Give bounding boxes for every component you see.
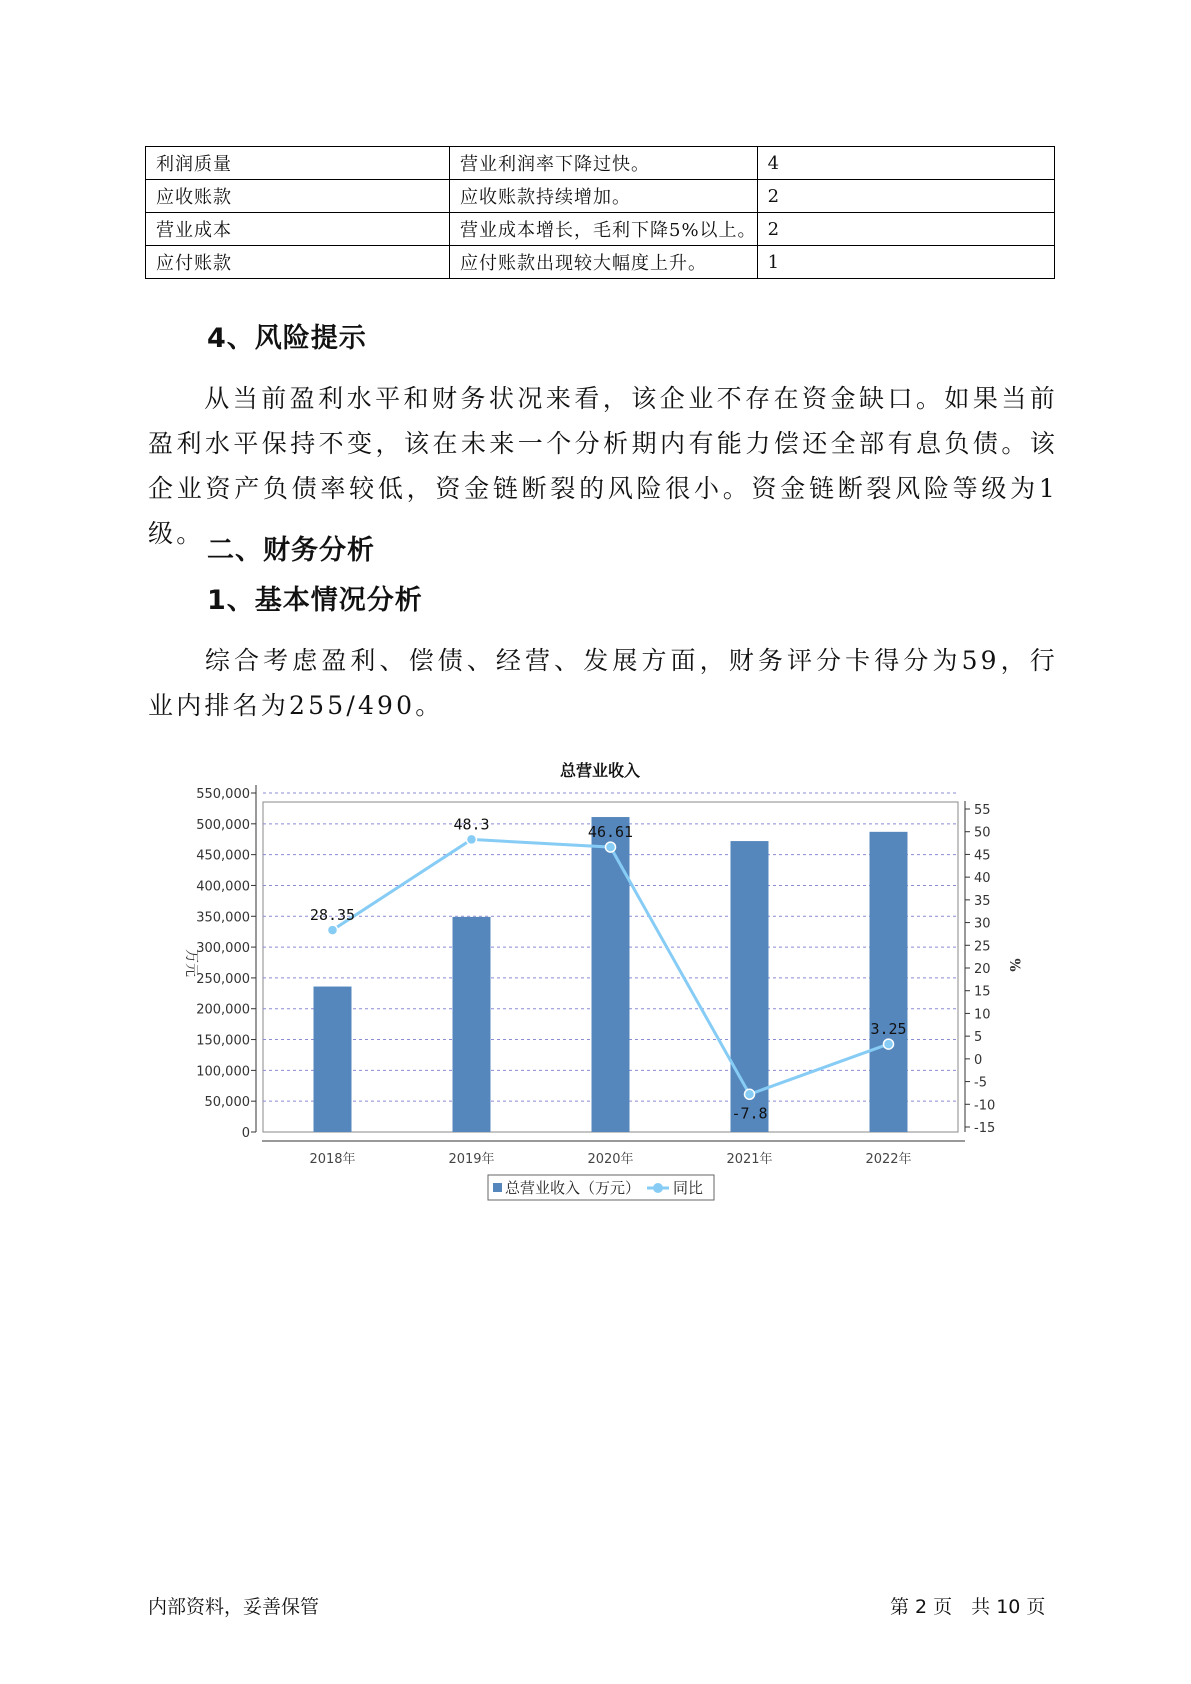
table-cell: 应收账款持续增加。: [450, 180, 758, 213]
risk-paragraph-text: 从当前盈利水平和财务状况来看，该企业不存在资金缺口。如果当前盈利水平保持不变，该在未来一个分析期内有能力偿还全部有息负债。该企业资产负债率较低，资金链断裂的风险很小。资金链断裂风险等级为1级。: [148, 384, 1058, 548]
x-tick-label: 2018年: [309, 1152, 356, 1167]
y-tick-label: 500,000: [196, 817, 250, 833]
y2-tick-label: 5: [974, 1030, 983, 1046]
table-cell: 应付账款: [146, 246, 450, 279]
table-cell: 1: [757, 246, 1054, 279]
chart-title: 总营业收入: [559, 761, 640, 780]
y-tick-label: 450,000: [196, 848, 250, 864]
legend-bar-label: 总营业收入（万元）: [505, 1179, 641, 1197]
x-tick-label: 2020年: [587, 1152, 634, 1167]
y-axis-title: 万元: [183, 949, 199, 977]
table-cell: 2: [757, 213, 1054, 246]
section-heading-risk: 4、风险提示: [207, 323, 367, 354]
revenue-bar: [870, 832, 908, 1132]
y2-axis-title: %: [1006, 958, 1022, 972]
yoy-data-label: 28.35: [309, 906, 356, 925]
table-cell: 应收账款: [146, 180, 450, 213]
y-tick-label: 50,000: [204, 1095, 250, 1111]
y2-tick-label: 40: [974, 871, 991, 887]
table-cell: 2: [757, 180, 1054, 213]
revenue-bar: [453, 917, 491, 1132]
table-cell: 营业利润率下降过快。: [450, 147, 758, 180]
footer-page-number: 第 2 页 共 10 页: [890, 1596, 1046, 1618]
table-cell: 应付账款出现较大幅度上升。: [450, 246, 758, 279]
y-tick-label: 550,000: [196, 787, 250, 802]
revenue-bar: [314, 987, 352, 1132]
footer-confidential: 内部资料，妥善保管: [148, 1596, 320, 1618]
y2-tick-label: 30: [974, 916, 991, 932]
legend-line-label: 同比: [673, 1179, 704, 1197]
y-tick-label: 350,000: [196, 910, 250, 926]
yoy-point: [606, 842, 616, 852]
y2-tick-label: 15: [974, 984, 991, 1000]
y-tick-label: 400,000: [196, 879, 250, 895]
y2-tick-label: 20: [974, 962, 991, 977]
y2-tick-label: -15: [974, 1121, 996, 1136]
x-tick-label: 2021年: [726, 1152, 773, 1167]
legend-line-marker: [653, 1183, 663, 1193]
y2-tick-label: 0: [974, 1052, 983, 1068]
section-heading-basic: 1、基本情况分析: [207, 585, 423, 616]
y2-tick-label: 45: [974, 848, 991, 864]
x-tick-label: 2022年: [865, 1152, 912, 1167]
section-heading-finance: 二、财务分析: [207, 535, 375, 566]
table-cell: 利润质量: [146, 147, 450, 180]
y-tick-label: 150,000: [196, 1033, 250, 1049]
yoy-point: [745, 1089, 755, 1099]
revenue-bar: [592, 817, 630, 1132]
table-cell: 4: [757, 147, 1054, 180]
table-cell: 营业成本: [146, 213, 450, 246]
y2-tick-label: 25: [974, 939, 991, 955]
legend-bar-swatch: [493, 1183, 502, 1192]
y-tick-label: 200,000: [196, 1002, 250, 1018]
table-cell: 营业成本增长，毛利下降5%以上。: [450, 213, 758, 246]
yoy-point: [328, 925, 338, 935]
y2-tick-label: 35: [974, 893, 991, 909]
y-tick-label: 100,000: [196, 1064, 250, 1080]
y2-tick-label: -5: [974, 1075, 987, 1091]
yoy-data-label: 3.25: [870, 1020, 907, 1039]
basic-paragraph-text: 综合考虑盈利、偿债、经营、发展方面，财务评分卡得分为59，行业内排名为255/490。: [148, 646, 1058, 720]
x-tick-label: 2019年: [448, 1152, 495, 1167]
y2-tick-label: 10: [974, 1007, 991, 1023]
y-tick-label: 300,000: [196, 941, 250, 957]
yoy-data-label: 48.3: [453, 815, 490, 834]
y2-tick-label: -10: [974, 1098, 996, 1114]
y-tick-label: 0: [241, 1126, 250, 1141]
y2-tick-label: 55: [974, 803, 991, 818]
yoy-data-label: 46.61: [587, 823, 634, 842]
yoy-point: [884, 1039, 894, 1049]
y-tick-label: 250,000: [196, 971, 250, 987]
yoy-data-label: -7.8: [731, 1104, 768, 1123]
yoy-point: [467, 834, 477, 844]
y2-tick-label: 50: [974, 825, 991, 841]
